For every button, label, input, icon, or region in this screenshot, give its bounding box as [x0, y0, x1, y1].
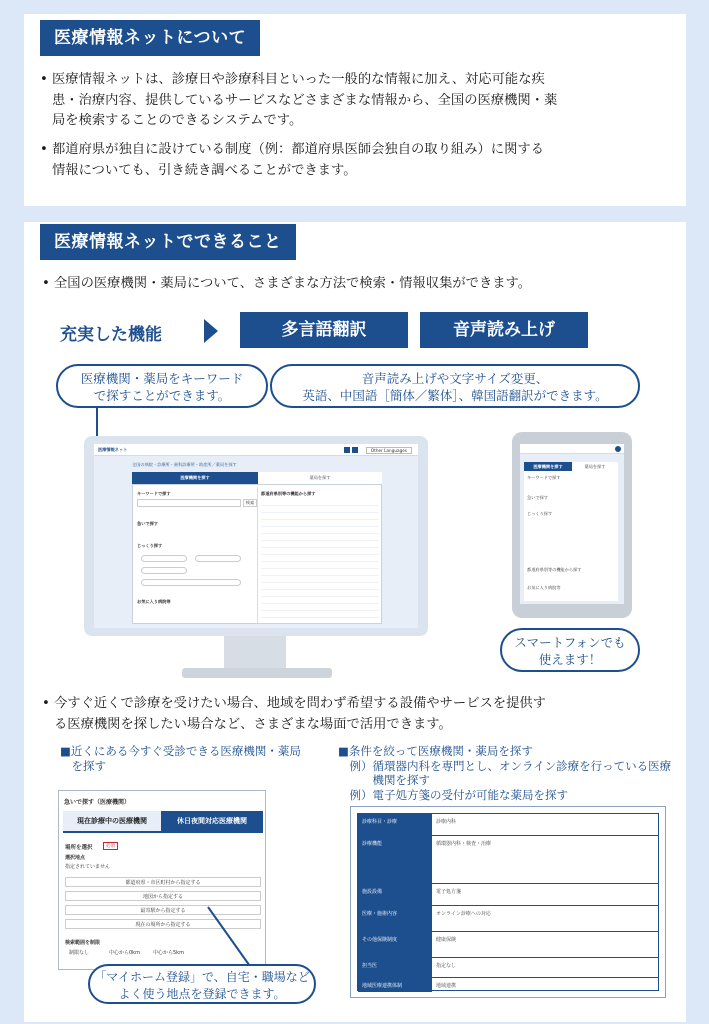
radio-5km[interactable]: 中心から5km: [153, 950, 184, 956]
voice-reading-button: 音声読み上げ: [420, 312, 588, 348]
about-bullet-1: • 医療情報ネットは、診療日や診療科目といった一般的な情報に加え、対応可能な疾 患・治療内容、提供しているサービスなどさまざまな情報から、全国の医療機関・薬 局を検索することのできるシステムです。: [40, 72, 558, 128]
region-table[interactable]: [261, 499, 379, 619]
pointer-line: [200, 905, 260, 971]
right-heading: ■条件を絞って医療機関・薬局を探す 例）循環器内科を専門とし、オンライン診療を行っている医療 機関を探す 例）電子処方箋の受付が可能な薬局を探す: [338, 744, 672, 802]
features-label: 充実した機能: [60, 325, 162, 345]
detail-label[interactable]: じっくり探す: [137, 543, 163, 548]
myhome-bubble: 「マイホーム登録」で、自宅・職場など よく使う地点を登録できます。: [88, 964, 316, 1004]
phone-item[interactable]: キーワードで探す: [527, 475, 561, 480]
multilingual-button: 多言語翻訳: [240, 312, 408, 348]
table-row: 医療・施術内容 オンライン診療への対応: [358, 906, 658, 932]
left-heading: ■近くにある今すぐ受診できる医療機関・薬局 を探す: [60, 744, 301, 773]
detail-option[interactable]: [141, 567, 187, 574]
desktop-screen: [94, 444, 418, 628]
urgent-label[interactable]: 急いで探す: [137, 521, 158, 526]
table-row: 地域医療連携体制 地域連携: [358, 978, 658, 992]
urgent-title: 急いで探す（医療機関）: [64, 799, 131, 806]
arrow-right-icon: [204, 319, 218, 343]
detail-option[interactable]: [195, 555, 241, 562]
option-station[interactable]: 最寄駅から指定する: [65, 905, 261, 915]
tab-holiday[interactable]: 休日夜間対応医療機関: [161, 811, 263, 831]
option-prefecture[interactable]: 都道府県・市区町村から指定する: [65, 877, 261, 887]
tab-pharmacy[interactable]: 薬局を探す: [258, 472, 382, 484]
option-current[interactable]: 現在の場所から指定する: [65, 919, 261, 929]
option-map[interactable]: 地図から指定する: [65, 891, 261, 901]
keyword-bubble: 医療機関・薬局をキーワード で探すことができます。: [56, 364, 268, 408]
table-row: 診療科目・診療 診療内科: [358, 814, 658, 836]
keyword-input[interactable]: [137, 499, 241, 507]
table-row: 施設設備 電子処方箋: [358, 884, 658, 906]
monitor-stand: [224, 636, 286, 668]
smartphone: [512, 432, 632, 618]
tab-hospital[interactable]: 医療機関を探す: [132, 472, 258, 484]
search-button[interactable]: 検索: [243, 499, 257, 507]
region-label: 都道府県別等の機能から探す: [261, 491, 316, 496]
phone-item[interactable]: 急いで探す: [527, 495, 548, 500]
language-select[interactable]: Other Languages: [366, 447, 412, 454]
nav-title: 全国の病院・診療所・歯科診療所・助産所／薬局を探す: [132, 462, 237, 467]
about-title: 医療情報ネットについて: [40, 20, 260, 56]
required-badge: 必須: [103, 842, 118, 850]
about-panel: [24, 14, 686, 206]
phone-tab-hospital[interactable]: 医療機関を探す: [524, 462, 572, 471]
detail-option[interactable]: [141, 579, 241, 586]
phone-tab-pharmacy[interactable]: 薬局を探す: [572, 462, 618, 471]
conditions-screen: [350, 806, 666, 998]
keyword-label: キーワードで探す: [137, 491, 171, 496]
phone-item[interactable]: 都道府県別等の機能から探す: [527, 567, 582, 572]
phone-item[interactable]: お気に入り病院等: [527, 585, 561, 590]
radio-0km[interactable]: 中心から0km: [109, 950, 140, 956]
zoom-in-icon[interactable]: [352, 447, 358, 453]
table-row: 担当医 指定なし: [358, 958, 658, 978]
features-bullet-1: • 全国の医療機関・薬局について、さまざまな方法で検索・情報収集ができます。: [42, 276, 532, 291]
radio-none[interactable]: 制限なし: [69, 950, 90, 956]
favorites-label[interactable]: お気に入り病院等: [137, 599, 171, 604]
conditions-table: [357, 813, 659, 991]
menu-icon[interactable]: [615, 446, 621, 452]
phone-item[interactable]: じっくり探す: [527, 511, 553, 516]
tab-current[interactable]: 現在診療中の医療機関: [63, 811, 161, 831]
site-name: 医療情報ネット: [98, 447, 128, 452]
monitor-base: [182, 668, 332, 678]
not-set-text: 指定されていません: [65, 864, 111, 870]
about-bullet-2: • 都道府県が独自に設けている制度（例：都道府県医師会独自の取り組み）に関する 情報についても、引き続き調べることができます。: [40, 142, 544, 178]
location-label: 場所を選択: [65, 845, 93, 851]
phone-screen: [520, 444, 624, 604]
desktop-monitor: [84, 436, 428, 636]
voice-bubble: 音声読み上げや文字サイズ変更、 英語、中国語［簡体／繁体］、韓国語翻訳ができます。: [270, 364, 640, 408]
features-bullet-2: • 今すぐ近くで診療を受けたい場合、地域を問わず希望する設備やサービスを提供す る医療機関を探したい場合など、さまざまな場面で活用できます。: [42, 696, 546, 732]
table-row: 診療機能 循環器内科・検査・治療: [358, 836, 658, 884]
features-title: 医療情報ネットでできること: [40, 224, 296, 260]
selected-point-label: 選択地点: [65, 855, 86, 861]
table-row: その他保険制度 健康保険: [358, 932, 658, 958]
detail-option[interactable]: [141, 555, 187, 562]
range-label: 検索範囲を制限: [65, 940, 101, 946]
zoom-out-icon[interactable]: [344, 447, 350, 453]
smartphone-bubble: スマートフォンでも 使えます！: [500, 628, 640, 672]
